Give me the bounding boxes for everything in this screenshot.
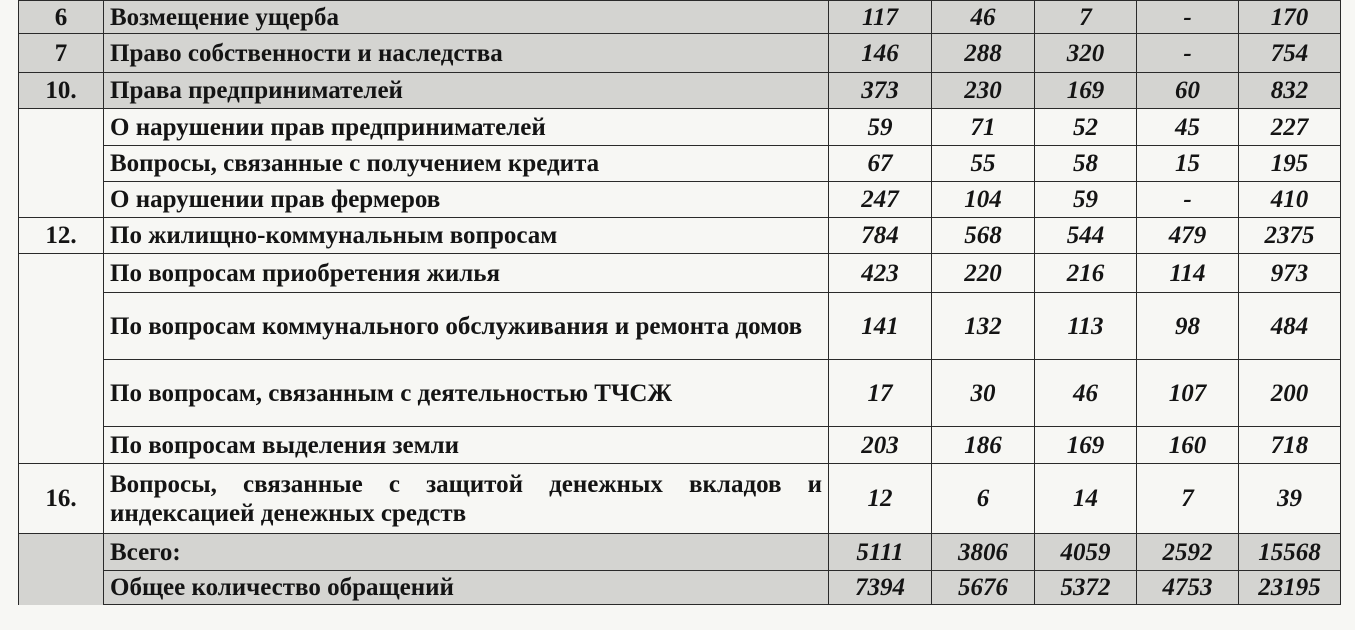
table-row (19, 218, 1341, 254)
row-category: Вопросы, связанные с защитой денежных вкладов и индексацией денежных средств (104, 464, 829, 534)
value-cell: 5111 (829, 534, 932, 571)
value-cell: 718 (1239, 427, 1341, 464)
value-cell: 46 (1035, 360, 1137, 427)
value-cell: 15568 (1239, 534, 1341, 571)
value-cell: 784 (829, 218, 932, 254)
value-cell: 146 (829, 34, 932, 73)
value-cell: 220 (932, 254, 1035, 293)
value-cell: 113 (1035, 293, 1137, 360)
value-cell: 14 (1035, 464, 1137, 534)
value-cell: 59 (1035, 182, 1137, 218)
table-row (19, 109, 1341, 146)
table-row (19, 464, 1341, 534)
row-number (19, 182, 104, 218)
row-category: По жилищно-коммунальным вопросам (104, 218, 829, 254)
value-cell: 195 (1239, 146, 1341, 182)
value-cell: 410 (1239, 182, 1341, 218)
row-category: Всего: (104, 534, 829, 571)
value-cell: 114 (1137, 254, 1239, 293)
row-number: 12. (19, 218, 104, 254)
value-cell: 12 (829, 464, 932, 534)
value-cell: 203 (829, 427, 932, 464)
row-category: По вопросам приобретения жилья (104, 254, 829, 293)
value-cell: 230 (932, 73, 1035, 109)
row-number (19, 293, 104, 360)
value-cell: 52 (1035, 109, 1137, 146)
row-category: По вопросам коммунального обслуживания и ремонта домов (104, 293, 829, 360)
value-cell: 5676 (932, 571, 1035, 605)
value-cell: 17 (829, 360, 932, 427)
value-cell: - (1137, 1, 1239, 34)
value-cell: 3806 (932, 534, 1035, 571)
row-category: Возмещение ущерба (104, 1, 829, 34)
value-cell: 39 (1239, 464, 1341, 534)
value-cell: 117 (829, 1, 932, 34)
row-number (19, 360, 104, 427)
value-cell: 104 (932, 182, 1035, 218)
appeals-table (18, 0, 1341, 605)
value-cell: 568 (932, 218, 1035, 254)
row-number: 16. (19, 464, 104, 534)
value-cell: 67 (829, 146, 932, 182)
table-row (19, 571, 1341, 605)
value-cell: 107 (1137, 360, 1239, 427)
row-number (19, 109, 104, 146)
row-number: 7 (19, 34, 104, 73)
value-cell: 479 (1137, 218, 1239, 254)
value-cell: 30 (932, 360, 1035, 427)
value-cell: 186 (932, 427, 1035, 464)
value-cell: 973 (1239, 254, 1341, 293)
value-cell: 4753 (1137, 571, 1239, 605)
table-row (19, 146, 1341, 182)
row-category: Общее количество обращений (104, 571, 829, 605)
row-category: О нарушении прав фермеров (104, 182, 829, 218)
table-row (19, 1, 1341, 34)
value-cell: 58 (1035, 146, 1137, 182)
value-cell: 832 (1239, 73, 1341, 109)
row-number (19, 534, 104, 571)
row-number (19, 254, 104, 293)
row-category: Права предпринимателей (104, 73, 829, 109)
row-category: По вопросам, связанным с деятельностью ТЧСЖ (104, 360, 829, 427)
value-cell: - (1137, 182, 1239, 218)
value-cell: 23195 (1239, 571, 1341, 605)
row-number (19, 571, 104, 605)
value-cell: 216 (1035, 254, 1137, 293)
table-row (19, 534, 1341, 571)
value-cell: 4059 (1035, 534, 1137, 571)
value-cell: 5372 (1035, 571, 1137, 605)
value-cell: 320 (1035, 34, 1137, 73)
value-cell: 60 (1137, 73, 1239, 109)
value-cell: 132 (932, 293, 1035, 360)
table-row (19, 427, 1341, 464)
table-row (19, 254, 1341, 293)
row-number: 6 (19, 1, 104, 34)
value-cell: 7 (1137, 464, 1239, 534)
value-cell: 170 (1239, 1, 1341, 34)
table-row (19, 34, 1341, 73)
value-cell: 2375 (1239, 218, 1341, 254)
value-cell: 247 (829, 182, 932, 218)
row-category: Вопросы, связанные с получением кредита (104, 146, 829, 182)
table-row (19, 73, 1341, 109)
value-cell: 169 (1035, 427, 1137, 464)
value-cell: 71 (932, 109, 1035, 146)
row-category: Право собственности и наследства (104, 34, 829, 73)
value-cell: - (1137, 34, 1239, 73)
value-cell: 45 (1137, 109, 1239, 146)
value-cell: 288 (932, 34, 1035, 73)
value-cell: 2592 (1137, 534, 1239, 571)
table-row (19, 182, 1341, 218)
value-cell: 55 (932, 146, 1035, 182)
value-cell: 7394 (829, 571, 932, 605)
value-cell: 169 (1035, 73, 1137, 109)
value-cell: 754 (1239, 34, 1341, 73)
row-number (19, 427, 104, 464)
value-cell: 484 (1239, 293, 1341, 360)
value-cell: 227 (1239, 109, 1341, 146)
value-cell: 544 (1035, 218, 1137, 254)
value-cell: 98 (1137, 293, 1239, 360)
value-cell: 46 (932, 1, 1035, 34)
value-cell: 160 (1137, 427, 1239, 464)
value-cell: 6 (932, 464, 1035, 534)
value-cell: 59 (829, 109, 932, 146)
value-cell: 200 (1239, 360, 1341, 427)
value-cell: 7 (1035, 1, 1137, 34)
row-category: О нарушении прав предпринимателей (104, 109, 829, 146)
value-cell: 141 (829, 293, 932, 360)
table-row (19, 293, 1341, 360)
row-number (19, 146, 104, 182)
value-cell: 15 (1137, 146, 1239, 182)
row-number: 10. (19, 73, 104, 109)
value-cell: 373 (829, 73, 932, 109)
table-row (19, 360, 1341, 427)
value-cell: 423 (829, 254, 932, 293)
table-body (19, 1, 1341, 605)
row-category: По вопросам выделения земли (104, 427, 829, 464)
